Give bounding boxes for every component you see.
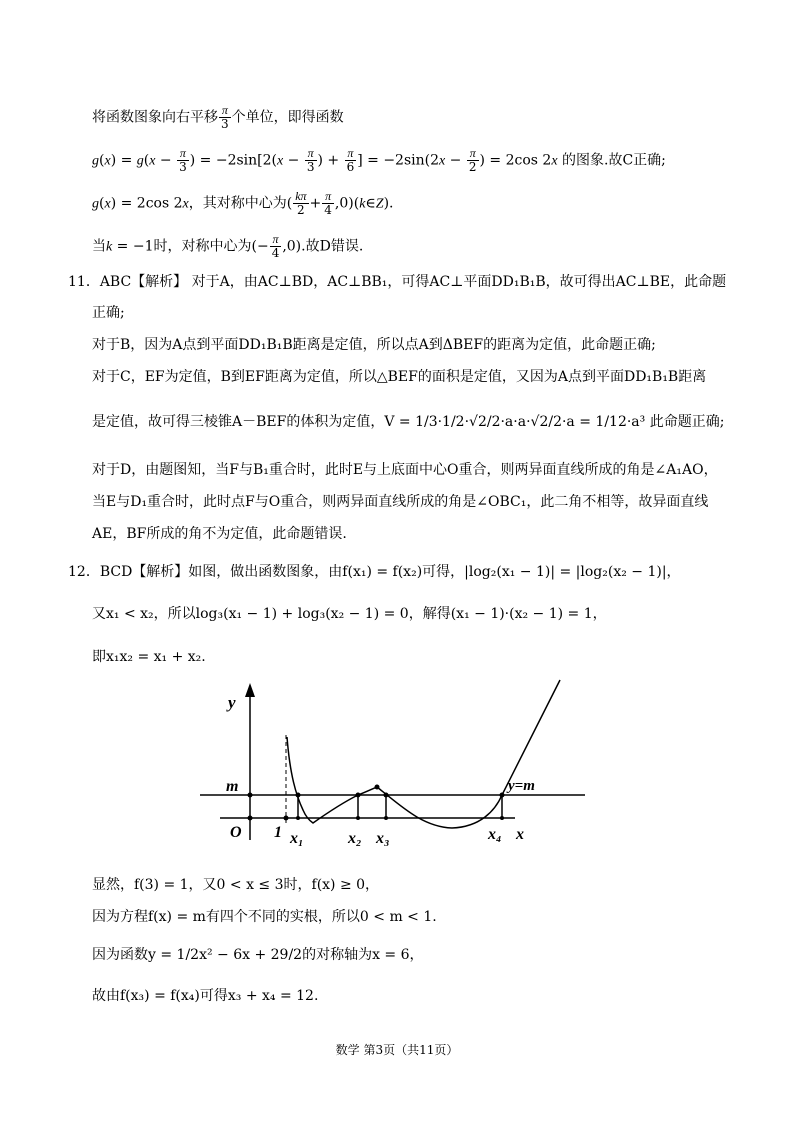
y-label: y <box>228 693 236 712</box>
point-x4 <box>500 793 505 798</box>
q12-line-e: 因为方程f(x) = m有四个不同的实根，所以0 < m < 1. <box>92 909 437 925</box>
line-1: 将函数图象向右平移 $\frac{\pi}{3}$ 个单位，即得函数 <box>92 103 344 131</box>
q11-line-g: 当E与D₁重合时，此时点F与O重合，则两异面直线所成的角是∠OBC₁，此二角不相等，故异面直线 <box>92 494 709 510</box>
y-axis-arrow <box>245 683 255 697</box>
m-label: m <box>226 778 239 795</box>
q11-line-e: 是定值，故可得三棱锥A－BEF的体积为定值，V = 1/3·1/2·√2/2·a·a·√2/2·a = 1/12·a³ 此命题正确; <box>92 414 725 430</box>
page-footer: 数学 第3页（共11页） <box>335 1043 459 1057</box>
log-curve <box>287 737 377 823</box>
q12-line-a: 12．BCD【解析】如图，做出函数图象，由f(x₁) = f(x₂)可得，|log₂(x₁ − 1)| = |log₂(x₂ − 1)|， <box>68 564 681 580</box>
tick-x2 <box>356 816 360 820</box>
point-m <box>248 793 253 798</box>
fraction: $\frac{\pi}{3}$ <box>221 103 229 131</box>
point-one <box>284 816 289 821</box>
q11-line-f: 对于D，由题图知，当F与B₁重合时，此时E与上底面中心O重合，则两异面直线所成的角是∠A₁AO， <box>92 462 718 478</box>
q12-line-b: 又x₁ < x₂，所以log₃(x₁ − 1) + log₃(x₂ − 1) = 0，解得(x₁ − 1)·(x₂ − 1) = 1， <box>92 606 607 622</box>
parabola-curve <box>377 680 560 828</box>
q11-line-c: 对于B，因为A点到平面DD₁B₁B距离是定值，所以点A到ΔBEF的距离为定值，此命题正确; <box>92 337 656 353</box>
tick-x3 <box>384 816 388 820</box>
x4-label: x₄ <box>488 826 502 843</box>
tick-x4 <box>500 816 504 820</box>
x2-label: x₂ <box>348 830 362 847</box>
q11-line-b: 正确; <box>92 305 125 321</box>
one-label: 1 <box>274 824 282 841</box>
function-graph <box>190 675 600 855</box>
x1-label: x₁ <box>290 830 304 847</box>
q12-line-d: 显然，f(3) = 1，又0 < x ≤ 3时，f(x) ≥ 0， <box>92 877 380 893</box>
point-x1 <box>296 793 301 798</box>
point-x2 <box>356 793 361 798</box>
q11-line-d: 对于C，EF为定值，B到EF距离为定值，所以△BEF的面积是定值，又因为A点到平面DD₁B₁B距离 <box>92 369 707 385</box>
x3-label: x₃ <box>376 830 390 847</box>
q12-line-f: 因为函数y = 1/2x² − 6x + 29/2的对称轴为x = 6， <box>92 947 424 963</box>
point-origin <box>248 816 253 821</box>
junction-point <box>375 785 380 790</box>
origin-label: O <box>230 824 242 841</box>
line-4: 当k = −1时，对称中心为(− $\frac{\pi}{4}$ ,0).故D错误. <box>92 232 364 260</box>
line-2: g(x) = g(x − $\frac{\pi}{3}$ ) = −2sin[2(x − $\frac{\pi}{3}$ ) + $\frac{\pi}{6}$ ] = −2sin(2x − $\frac{\pi}{2}$ ) = 2cos 2x 的图象.故C正确; <box>92 146 666 174</box>
point-x3 <box>384 793 389 798</box>
q11-line-h: AE，BF所成的角不为定值，此命题错误. <box>92 526 347 542</box>
tick-x1 <box>296 816 300 820</box>
q11-line-a: 11．ABC【解析】 对于A，由AC⊥BD，AC⊥BB₁，可得AC⊥平面DD₁B₁B，故可得出AC⊥BE，此命题 <box>68 274 727 290</box>
q12-line-c: 即x₁x₂ = x₁ + x₂. <box>92 649 206 665</box>
line-3: g(x) = 2cos 2x，其对称中心为( $\frac{k\pi}{2}$ + $\frac{\pi}{4}$ ,0)(k∈Z). <box>92 189 394 217</box>
x-label: x <box>516 826 524 843</box>
q12-line-g: 故由f(x₃) = f(x₄)可得x₃ + x₄ = 12. <box>92 988 319 1004</box>
line-label: y=m <box>508 778 535 794</box>
